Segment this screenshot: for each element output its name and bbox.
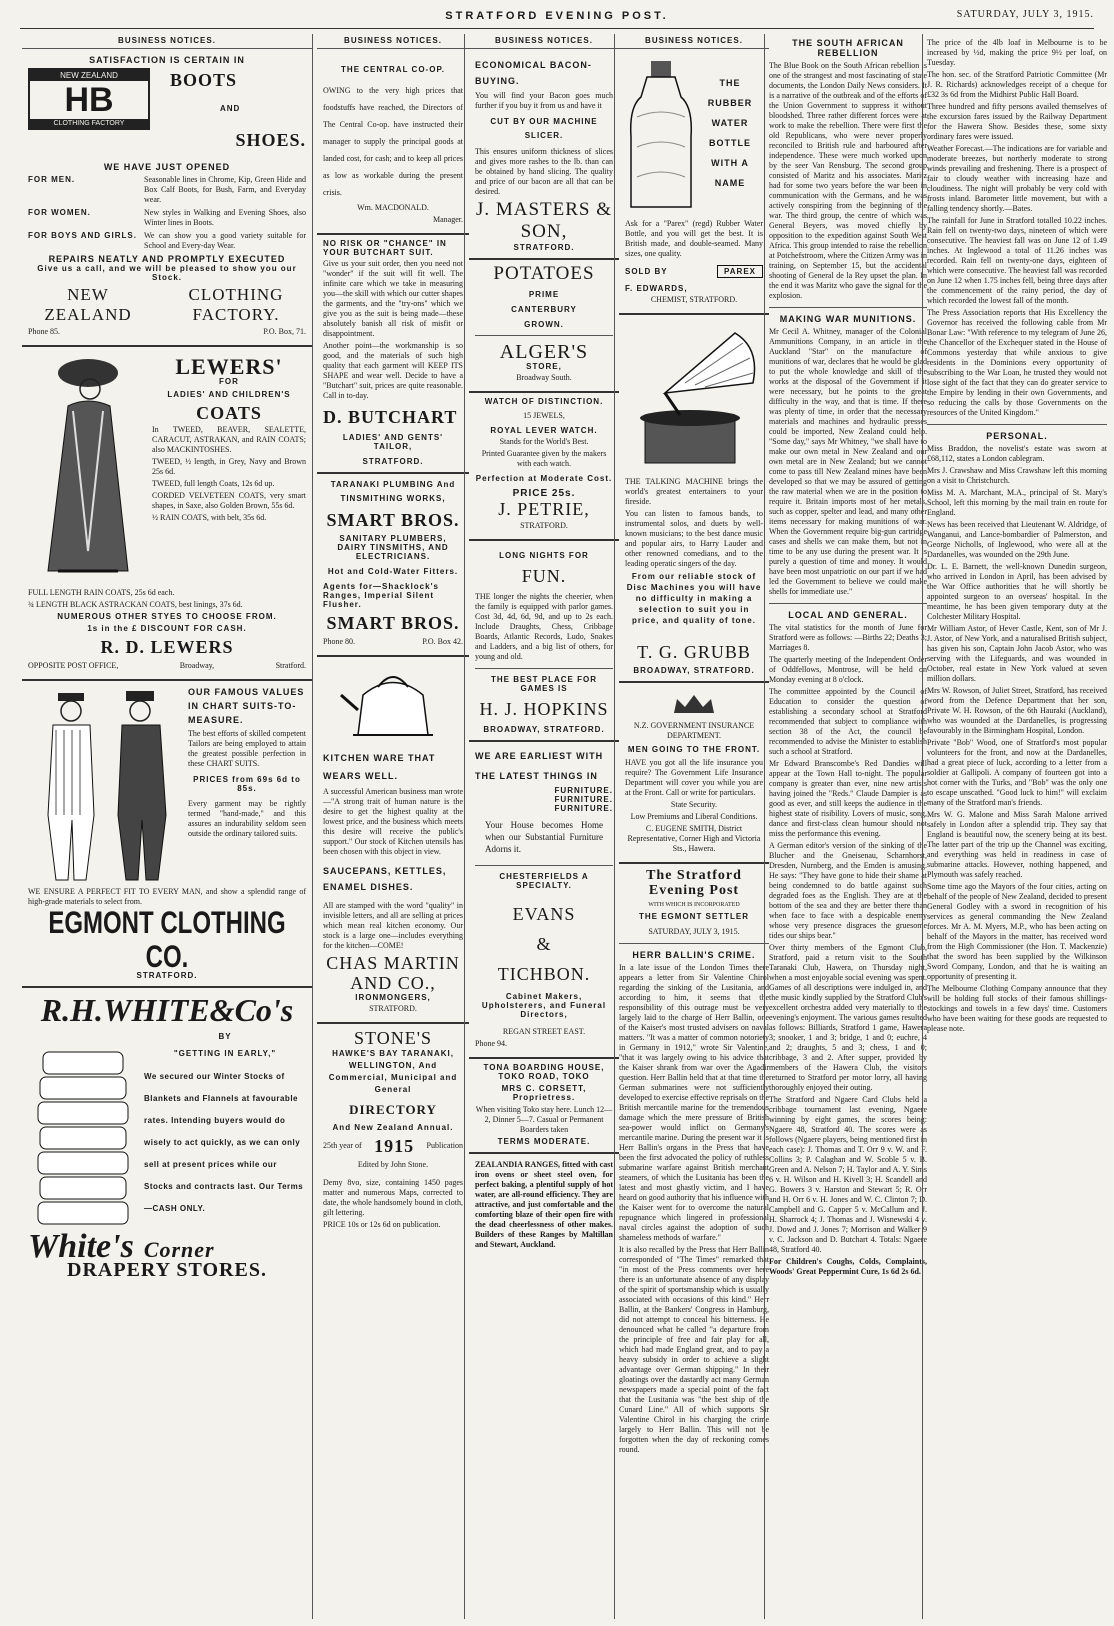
parex-brand-badge: PAREX	[717, 265, 763, 278]
white-body: We secured our Winter Stocks of Blankets and Flannels at favourable rates. Intending buyers would do wisely to act quickly, as we can only sell at present prices while our Stocks and contracts last. Our Terms—CASH ONLY.	[144, 1072, 304, 1213]
personal-para: News has been received that Lieutenant W. Aldridge, of Wanganui, and Lance-bombardier of Palmerston, and George Nicholls, of Inglewood, who were all at the Dardanelles, was wounded on the 29th June.	[927, 520, 1107, 559]
martin-name: CHAS MARTIN AND CO.,	[326, 953, 460, 993]
smart-head: TARANAKI PLUMBING And TINSMITHING WORKS,	[330, 480, 456, 503]
lewers-ad	[22, 347, 312, 681]
masters-p2: This ensures uniform thickness of slices and gives more rashes to the lb. than can be obtained by hand slicing. The quality and price of our bacon are all that can be desired.	[475, 147, 613, 196]
hb-row-text: Seasonable lines in Chrome, Kip, Green Hide and Box Calf Boots, for Bush, Farm, and Everyday wear.	[144, 175, 306, 204]
column-6	[922, 34, 1111, 1619]
lewers-line: ¾ LENGTH BLACK ASTRACKAN COATS, best linings, 37s 6d.	[28, 600, 243, 609]
rebellion-body: The Blue Book on the South African rebellion is one of the strangest and most fascinating of state documents, the London Daily News considers. It is a narrative of the outbreak and of the efforts of the Union Government to suppress it without bloodshed. Three rather different forces were at work to make the rebellion. There were first the old Republicans, who were never properly reconciled to British rule and harboured after independence. These were much worked upon by the seer Van Rensburg. The second group consisted of Maritz and his associates. Maritz had for some two years before the war been in communication with the Germans, and he was actively conspiring from the beginning of the war. The third group, the centre of which was General Beyers, was moved chiefly by opposition to the expedition against South West Africa. This group intended to raise the rebellion at Potchefstroom, where the Citizen Army was in training, on September 15, but the accidental shooting of General de la Rey upset the plan. In the end it was Maritz who gave the signal for the explosion.	[769, 61, 927, 300]
nameplate-settler: THE EGMONT SETTLER	[639, 912, 749, 921]
smart-sub: SANITARY PLUMBERS, DAIRY TINSMITHS, AND ELECTRICIANS.	[337, 534, 449, 561]
petrie-head: WATCH OF DISTINCTION.	[484, 397, 604, 406]
nameplate-title: The Stratford Evening Post	[646, 868, 742, 898]
martin-head: KITCHEN WARE THAT WEARS WELL.	[323, 753, 436, 781]
two-men-illustration	[28, 685, 188, 885]
alger-addr: Broadway South.	[516, 373, 572, 382]
govt-head: MEN GOING TO THE FRONT.	[627, 745, 761, 754]
hb-row	[28, 231, 306, 251]
rebellion-heading: THE SOUTH AFRICAN REBELLION	[792, 38, 904, 58]
evening-post-nameplate	[619, 864, 769, 944]
column-header: BUSINESS NOTICES.	[22, 34, 312, 49]
nz-clothing-factory-ad	[22, 53, 312, 347]
alger-ad	[469, 260, 619, 393]
personal-para: Mr William Astor, of Hever Castle, Kent, son of Mr J. J. Astor, of New York, and a naturalised British subject, has given his son, Captain John Jacob Astor, who was serving with the Lifeguards, and was wounded in October, real estate in New York valued at seven million dollars.	[927, 624, 1107, 683]
logo-top: NEW ZEALAND	[30, 70, 148, 81]
alger-store: STORE,	[526, 362, 562, 371]
parex-chem: CHEMIST, STRATFORD.	[650, 295, 738, 304]
lewers-title: LEWERS'	[175, 354, 283, 379]
white-early: "GETTING IN EARLY,"	[173, 1049, 277, 1058]
local-para: The Stratford and Ngaere Card Clubs held a cribbage tournament last evening, Ngaere winning by eight games, the scores being: Ngaere 48, Stratford 40. The scores were as follows (Ngaere players, being mentioned first in each case): J. Thomas and T. Orr 9 v. W. and F. Collins 3; P. Calaghan and W. Scoble 5 v. B. Green and A. Nelson 7; H. Taylor and A. Y. Sims 6 v. H. Wilson and H. Kivell 3; H. Scandell and G. Bowers 3 v. Harston and Stewart 5; R. Orr and H. Orr 6 v. H. Jones and W. C. Clinton 7; D. Campbell and G. Capper 5 v. McCallum and J. H. Sharrock 4; J. Thomas and J. Wisnewski 4 v. J. Dowd and J. Jones 7; Morrison and Walker 9 v. C. Jackson and D. Butchart 4. Totals: Ngaere 48, Stratford 40.	[769, 1095, 927, 1254]
factory-name-right: CLOTHING FACTORY.	[188, 285, 284, 324]
petrie-perf: Perfection at Moderate Cost.	[475, 474, 613, 483]
central-coop-ad	[317, 53, 469, 235]
local-para: Mr Edward Branscombe's Red Dandies will appear at the Town Hall to-night. The popular company is greater than ever, nine new artists having joined the "Reds." Claude Dampier is as good as ever, and still keeps the audience in the highest state of risibility. Lovers of music, song, dance and first-class clean humour should not miss the performance this evening.	[769, 759, 927, 838]
hopkins-body: THE longer the nights the cheerier, when the family is equipped with parlor games. Cost 3d, 4d, 6d, 9d, and up to 2s each. Include Draughts, Chess, Cribbage Boards, Atlantic Records, Ludo, Snakes and Ladders, and a big list of others, for young and old.	[475, 592, 613, 661]
egmont-town: STRATFORD.	[136, 971, 198, 980]
govt-sec: State Security.	[670, 800, 718, 809]
stones-year: 1915	[374, 1136, 415, 1156]
hb-row	[28, 175, 306, 205]
stones-name: STONE'S	[354, 1028, 432, 1048]
lewers-line: FULL LENGTH RAIN COATS, 25s 6d each.	[28, 588, 175, 597]
hopkins-addr: BROADWAY, STRATFORD.	[483, 725, 605, 734]
toko-prop: MRS C. CORSETT, Proprietress.	[501, 1084, 587, 1102]
lewers-line: In TWEED, BEAVER, SEALETTE, CARACUT, ASTRAKAN, and RAIN COATS; also MACKINTOSHES.	[152, 425, 306, 454]
personal-heading: PERSONAL.	[986, 431, 1048, 441]
grubb-name: T. G. GRUBB	[637, 642, 751, 662]
stones-directory-ad	[317, 1024, 469, 1238]
martin-sub: SAUCEPANS, KETTLES, ENAMEL DISHES.	[323, 866, 447, 892]
evans-sub: Cabinet Makers, Upholsterers, and Funeral Directors,	[481, 992, 607, 1019]
egmont-head: OUR FAMOUS VALUES IN CHART SUITS-TO-MEASURE.	[188, 687, 305, 725]
col6-para: The hon. sec. of the Stratford Patriotic Committee (Mr J. R. Richards) acknowledges receipt of a cheque for £32 3s 6d from the Midhirst Public Hall Board.	[927, 70, 1107, 99]
toko-boarding-ad	[469, 1059, 619, 1154]
stones-year-right: Publication	[426, 1141, 463, 1150]
martin-p1: A successful American business man wrote—"A strong trait of human nature is the desire to get the highest quality at the lowest price, and the business which meets this desire will receive the public's support." Our stock of Kitchen utensils has been chosen with this object in view.	[323, 787, 463, 856]
parex-sold: SOLD BY	[625, 267, 668, 276]
egmont-ensure: WE ENSURE A PERFECT FIT TO EVERY MAN, and show a splendid range of high-grade materials to select from.	[28, 887, 306, 906]
white-title: R.H.WHITE&Co's	[40, 992, 294, 1028]
evans-amp: &	[536, 934, 552, 954]
egmont-clothing-ad	[22, 681, 312, 988]
column-5	[764, 34, 931, 1619]
lewers-discount: 1s in the £ DISCOUNT FOR CASH.	[87, 624, 247, 633]
rh-white-ad	[22, 988, 312, 1286]
parex-seller: F. EDWARDS,	[625, 284, 688, 293]
lewers-line: TWEED, ½ length, in Grey, Navy and Brown 25s 6d.	[152, 457, 306, 476]
logo-bottom: CLOTHING FACTORY	[30, 119, 148, 128]
butchart-p1: Give us your suit order, then you need not "wonder" if the suit will fit well. The infinite care which we take in measuring you—the skill with which our cutter shapes the garments, and the "try-ons" which we give you as the suit is being made—these absolutely banish all risk of misfit or disappointment.	[323, 259, 463, 338]
repairs-line: REPAIRS NEATLY AND PROMPTLY EXECUTED	[48, 254, 286, 264]
smart-hot: Hot and Cold-Water Fitters.	[327, 567, 459, 576]
petrie-lever: ROYAL LEVER WATCH.	[490, 426, 598, 435]
local-para: Over thirty members of the Egmont Club, Stratford, paid a return visit to the South Taranaki Club, Hawera, on Thursday night, when a most enjoyable social evening was spent. Games of all descriptions were indulged in, and the music kindly supplied by the Stratford Club's excellent orchestra added very materially to the evening's enjoyment. The various games resulted as follows: Billiards, Stratford 1 game, Hawera 3; snooker, 1 and 3; bridge, 1 and 0; euchre, 4 and 2; draughts, 5 and 3; chess, 1 and 0; cribbage, 3 and 2. After supper, provided by members of the Hawera Club, the visitors returned to Stratford per motor lorry, all having thoroughly enjoyed their outing.	[769, 943, 927, 1092]
masters-head: ECONOMICAL BACON-BUYING.	[475, 60, 592, 86]
parex-ask: Ask for a "Parex" (regd) Rubber Water Bottle, and you will get the best. It is British made, and double-seamed. Many sizes, one quality.	[625, 219, 763, 258]
grubb-p2: You can listen to famous bands, to instrumental solos, and duets by well-known musicians; to the best dance music and popular airs, to Harry Lauder and other renowned comedians, and to the leading operatic singers of the day.	[625, 509, 763, 568]
coop-role: Manager.	[433, 215, 463, 224]
hb-row	[28, 208, 306, 228]
personal-para: Miss Braddon, the novelist's estate was sworn at £68,112, states a London cablegram.	[927, 444, 1107, 463]
smart-agents: Agents for—Shacklock's Ranges, Imperial Silent Flusher.	[323, 582, 439, 609]
stones-year-label: 25th year of	[323, 1141, 362, 1150]
ballin-heading: HERR BALLIN'S CRIME.	[632, 950, 756, 960]
nameplate-date: SATURDAY, JULY 3, 1915.	[648, 927, 740, 936]
crown-crest-icon	[669, 691, 719, 717]
martin-town: STRATFORD.	[369, 1004, 417, 1013]
alger-l1: PRIME	[528, 290, 560, 299]
word-shoes: SHOES.	[235, 130, 306, 150]
personal-para: Mrs W. Rowson, of Juliet Street, Stratford, has received word from the Defence Department that her son, Private W. H. Rowson, of the 6th Hauraki (Auckland), who was wounded at the Dardanelles, is progressing favourably in the Birmingham Hospital, London.	[927, 686, 1107, 735]
po-box: P.O. Box, 71.	[263, 327, 306, 336]
egmont-price: PRICES from 69s 6d to 85s.	[193, 775, 301, 793]
stones-l1: HAWKE'S BAY TARANAKI, WELLINGTON, And Commercial, Municipal and General	[328, 1049, 458, 1094]
petrie-stands: Stands for the World's Best.	[499, 437, 589, 446]
white-foot-2: Corner	[143, 1237, 215, 1262]
col6-para: Three hundred and fifty persons availed themselves of the excursion fares issued by the Railway Department for the Hawera Show. Besides these, some sixty ordinary fares were issued.	[927, 102, 1107, 141]
lewers-address: OPPOSITE POST OFFICE,	[28, 661, 119, 670]
butchart-name: D. BUTCHART	[323, 407, 458, 427]
lewers-coats: COATS	[196, 403, 262, 423]
hb-row-label: FOR WOMEN.	[28, 208, 91, 217]
hopkins-ad	[469, 541, 619, 742]
evans-p1: Your House becomes Home when our Substantial Furniture Adorns it.	[485, 820, 603, 854]
hopkins-fun: FUN.	[521, 566, 567, 586]
col6-para: The price of the 4lb loaf in Melbourne is to be increased by ½d, making the price 9½ per loaf, on Tuesday.	[927, 38, 1107, 67]
hopkins-best: THE BEST PLACE FOR GAMES IS	[490, 675, 597, 693]
white-foot-1: White's	[28, 1228, 134, 1265]
factory-name-left: NEW ZEALAND	[44, 285, 132, 324]
white-by: BY	[218, 1032, 232, 1041]
personal-para: Miss M. A. Marchant, M.A., principal of St. Mary's School, left this morning by the mail train en route for England.	[927, 488, 1107, 517]
hb-rows	[28, 175, 306, 251]
col6-para: The Press Association reports that His Excellency the Governor has received the following cable from Mr Bonar Law: "With reference to my telegram of June 26, the Chancellor of the Exchequer stated in the House of Commons yesterday that while anxious to give residents in the Dominions every opportunity of subscribing to the War Loan, he trusted they would not lose sight of the fact that they can do greater service to the Empire by lending in their own Governments, and so reducing the calls by those Governments on the resources of the United Kingdom."	[927, 308, 1107, 417]
petrie-ad	[469, 393, 619, 541]
local-para: The committee appointed by the Council of Education to consider the question of establishing a secondary school at Stratford recommended that subject to compliance with section 38 of the Act, the council be recommended to advise the Minister to establish such a school at Stratford.	[769, 687, 927, 756]
evans-furn: FURNITURE.	[554, 786, 613, 795]
grubb-addr: BROADWAY, STRATFORD.	[633, 666, 755, 675]
col6-para: Weather Forecast.—The indications are for variable and moderate breezes, but northerly moderate to strong winds prevailing and freshening. There is a prospect of fair to cloudy weather with increasing haze and cloudiness. The night will probably be very cold with frosts inland. Barometer little movement, but with a falling tendency shortly.—Bates.	[927, 144, 1107, 213]
column-header: BUSINESS NOTICES.	[619, 34, 769, 49]
headline-word: RUBBER	[707, 98, 753, 108]
masters-p1: You will find your Bacon goes much further if you buy it from us and have it	[475, 91, 613, 110]
call-line: Give us a call, and we will be pleased to show you our Stock.	[37, 264, 297, 282]
butchart-ad	[317, 235, 469, 474]
stones-editor: Edited by John Stone.	[357, 1160, 429, 1169]
toko-body: When visiting Toko stay here. Lunch 12—2, Dinner 5—7. Casual or Permanent Boarders taken	[475, 1105, 613, 1134]
munitions-heading: MAKING WAR MUNITIONS.	[779, 314, 917, 324]
lewers-sub: LADIES' AND CHILDREN'S	[167, 390, 291, 399]
petrie-guar: Printed Guarantee given by the makers with each watch.	[481, 449, 607, 468]
evans-name-2: TICHBON.	[497, 964, 591, 984]
nameplate-with: WITH WHICH IS INCORPORATED	[648, 902, 740, 908]
coat-woman-illustration	[28, 351, 148, 586]
munitions-body: Mr Cecil A. Whitney, manager of the Colonial Ammunitions Company, in an article in the Auckland "Star" on the manufacture of munitions of war, declares that he would be glad to put the whole knowledge and skill of the works at the disposal of the Government if it were necessary, but he points to the great difficulty in the way, and that is time. If there was plenty of time, in order that the necessary materials and machines and hydraulic presses could be imported, New Zealand could help. "Some day," says Mr Whitney, "we shall have to make our own metal in New Zealand and our own metal are in New Zealand; but we cannot come to pass till New Zealand mines have been developed so that we may be assured of getting the raw material when we are in the position to require it. Britain imports most of her metals, such as copper, spelter and lead, and many other items necessary for making munitions of war. When the Government require big-gun cartridge cases and shells we can make them, but not in time to be any use during the present war. It is purely a question of time and money. It would have been most unpatriotic on our part if we had led the Government to believe we could make shells for immediate use."	[769, 327, 927, 596]
govt-body: HAVE you got all the life insurance you require? The Government Life Insurance Department will cover you while you are at the Front. Call or write for particulars.	[625, 758, 763, 797]
smart-box: P.O. Box 42.	[422, 637, 463, 646]
local-foot: For Children's Coughs, Colds, Complaints, Woods' Great Peppermint Cure, 1s 6d 2s 6d.	[769, 1257, 927, 1276]
grubb-p3: From our reliable stock of Disc Machines you will have no difficulty in making a selection to suit you in price, and quality of tone.	[626, 572, 762, 625]
evans-furn: FURNITURE.	[554, 804, 613, 813]
lewers-for: FOR	[219, 377, 239, 386]
grubb-talk: THE TALKING MACHINE brings the world's greatest entertainers to your fireside.	[625, 477, 763, 506]
masthead	[20, 6, 1094, 29]
alger-l3: GROWN.	[524, 320, 564, 329]
lewers-street: Broadway,	[179, 661, 215, 670]
local-heading: LOCAL AND GENERAL.	[788, 610, 908, 620]
egmont-name: EGMONT CLOTHING CO.	[48, 905, 286, 975]
egmont-p2: Every garment may be rightly termed "hand-made," and this assures an indurability seldom seen outside the ordinary tailored suits.	[188, 799, 306, 838]
govt-insurance-ad	[619, 683, 769, 864]
grubb-gramophone-ad	[619, 315, 769, 683]
ballin-p2: It is also recalled by the Press that Herr Ballin corresponded of "The Times" remarked that "in most of the Press comments over here there is an unfortunate absence of any display of the spirit of sportsmanship which is usually associated with occasions of this kind." Herr Ballin, at the Bankers' Congress in Hamburg, did not attempt to conceal his bitterness. He denounced what he called "a departure from the principle of free and fair play for all, which had made England great, and to pay a heavy subsidy in order to achieve a slight advantage over German shipping." In their gloatings over the dastardly act many German newspapers made a special point of the fact that the Lusitania was "the best ship of the Cunard Line." All of which supports Sir Valentine Chirol in his charging the crime largely to Herr Ballin. This will not be forgotten when the day of reckoning comes round.	[619, 1245, 769, 1454]
alger-l2: CANTERBURY	[511, 305, 577, 314]
smart-name-2: SMART BROS.	[326, 613, 460, 633]
paper-name: STRATFORD EVENING POST.	[445, 10, 669, 22]
kettle-illustration	[333, 665, 453, 745]
ad-tagline: SATISFACTION IS CERTAIN IN	[89, 55, 245, 65]
word-and: AND	[220, 104, 241, 113]
evans-furn: FURNITURE.	[554, 795, 613, 804]
hb-row-label: FOR BOYS AND GIRLS.	[28, 231, 137, 240]
lewers-line: CORDED VELVETEEN COATS, very smart shapes, in Saxe, also Golden Brown, 55s 6d.	[152, 491, 306, 510]
hopkins-name: H. J. HOPKINS	[479, 699, 609, 719]
ballin-p1: In a late issue of the London Times there appears a letter from Sir Valentine Chirol regarding the sinking of the Lusitania, and according to him, it seems that the responsibility of this outrage must be very largely laid to the charge of Herr Ballin, one of the Kaiser's most trusted advisers on naval matters. "It was a matter of common notoriety in Germany in 1912," wrote Sir Valentine, "that it was largely owing to his advice that the Kaiser shrank from war over the Agadir question. Herr Ballin held that at that time the German submarines were not sufficiently developed to exercise effective reprisals on the British mercantile marine for the tremendous damage which the mere pressure of British sea-power would inflict on Germany's mercantile marine. During the present war it is Herr Ballin's organs in the Press that have been the first advocated the policy of ruthless submarine warfare against British merchant steamers, of which the Lusitania has been the latest and most ghastly victim, and I have heard on good authority that his influence with the Kaiser went for to overcome the natural repugnance which lingered in professional naval circles against the adoption of such shameless methods of warfare."	[619, 963, 770, 1242]
gramophone-illustration	[625, 323, 765, 473]
personal-para: Dr. L. E. Barnett, the well-known Dunedin surgeon, who arrived in London in April, has been advised by the War Office authorities that he will shortly be appointed surgeon to an overseas' hospital. In the meantime, he has been given temporary duty at the Colchester Military Hospital.	[927, 562, 1107, 621]
stones-annual: And New Zealand Annual.	[332, 1123, 454, 1132]
butchart-p2: Another point—the workmanship is so good, and the materials of such high quality that each garment will KEEP ITS SHAPE and wear well. Decide to have a "Butchart" suit, prices are quite reasonable. Call in to-day.	[323, 341, 463, 400]
stones-directory: DIRECTORY	[349, 1102, 437, 1117]
lewers-line: ½ RAIN COATS, with belt, 35s 6d.	[152, 513, 267, 522]
masters-cut: CUT BY OUR MACHINE SLICER.	[490, 117, 598, 140]
local-para: The vital statistics for the month of June for Stratford were as follows: —Births 22; Deaths 3; Marriages 8.	[769, 623, 927, 652]
lewers-town: Stratford.	[275, 661, 306, 670]
hb-logo	[28, 68, 150, 130]
evans-phone: Phone 94.	[475, 1039, 507, 1048]
masters-name: J. MASTERS & SON,	[475, 199, 613, 242]
zealandia-ranges-ad	[469, 1154, 619, 1258]
local-para: A German editor's version of the sinking of the Blucher and the Gneisenau, Scharnhorst, Dresden, Nurnberg, and the Emden is amusing. He says: "They have gone to hide their shame at being condemned to do battle against such degraded foes as the English. They are at the bottom of the sea and they are better there than when face to face with a despicable enemy whose very presence disgraces the gruesome tides our ships bear."	[769, 841, 927, 940]
hb-row-text: New styles in Walking and Evening Shoes, also Winter lines in Boots.	[144, 208, 306, 227]
water-bottle-illustration	[625, 57, 697, 217]
column-1	[22, 34, 312, 1619]
logo-letters: HB	[64, 81, 114, 119]
headline-word: NAME	[714, 178, 746, 188]
lewers-line: TWEED, full length Coats, 12s 6d up.	[152, 479, 275, 488]
column-header: BUSINESS NOTICES.	[317, 34, 469, 49]
column-4	[614, 34, 773, 1619]
column-3	[464, 34, 623, 1619]
masters-town: STRATFORD.	[513, 243, 575, 252]
personal-para: Mrs J. Crawshaw and Miss Crawshaw left this morning on a visit to Christchurch.	[927, 466, 1107, 485]
column-2	[312, 34, 473, 1619]
headline-word: WATER	[711, 118, 749, 128]
zealandia-text: ZEALANDIA RANGES, fitted with cast iron ovens or sheet steel oven, for perfect baking, a plentiful supply of hot water, are all-round efficiency. They are attractive, and just comfortable and the comforting blaze of their open fire with the dead cheerlessness of other makes. Builders of these Ranges by Maltillan and Stewart, Auckland.	[475, 1160, 613, 1249]
evans-name-1: EVANS	[512, 904, 576, 924]
word-boots: BOOTS	[170, 70, 238, 90]
evans-chest: CHESTERFIELDS A SPECIALTY.	[499, 872, 589, 890]
coop-body: OWING to the very high prices that foodstuffs have reached, the Directors of The Central Co-op. have instructed their manager to supply the principal goods at landed cost, for cash; and to keep all prices as low as workable during the present crisis.	[323, 86, 463, 197]
martin-p2: All are stamped with the word "quality" in invisible letters, and all are selling at prices which mean real kitchen economy. Our stock is a large one—includes everything for the kitchen—COME!	[323, 901, 463, 950]
parex-bottle-ad	[619, 53, 769, 315]
personal-para: The Melbourne Clothing Company announce that they will be holding full stocks of their famous shillings-stockings and towels in a few days' time. Customers who have been waiting for these goods are requested to please note.	[927, 984, 1107, 1033]
govt-agent: C. EUGENE SMITH, District Representative, Corner High and Victoria Sts., Hawera.	[627, 824, 761, 853]
parex-headline	[697, 73, 763, 193]
alger-name: ALGER'S	[499, 341, 589, 363]
hb-row-text: We can show you a good variety suitable for School and Every-day Wear.	[144, 231, 306, 250]
petrie-jewels: 15 JEWELS,	[523, 411, 565, 420]
butchart-sub: LADIES' AND GENTS' TAILOR,	[342, 433, 444, 451]
coop-sign: Wm. MACDONALD.	[357, 203, 429, 212]
evans-head: WE ARE EARLIEST WITH THE LATEST THINGS IN	[475, 751, 604, 781]
stones-price: PRICE 10s or 12s 6d on publication.	[323, 1220, 441, 1229]
opened-line: WE HAVE JUST OPENED	[103, 162, 231, 172]
egmont-p1: The best efforts of skilled competent Tailors are being employed to attain the greatest possible perfection in these CHART SUITS.	[188, 729, 306, 768]
personal-para: Mrs W. G. Malone and Miss Sarah Malone arrived safely in London after a splendid trip. They say that England is beautiful now, the scenery being at its best. The latter part of the trip up the Channel was exciting, and everything was held in readiness in case of submarine attacks. However, nothing happened, and Plymouth was safely reached.	[927, 810, 1107, 879]
petrie-name: J. PETRIE,	[498, 499, 590, 519]
petrie-town: STRATFORD.	[520, 521, 568, 530]
chas-martin-ad	[317, 657, 469, 1024]
blankets-illustration	[28, 1032, 138, 1232]
martin-sub-2: IRONMONGERS,	[355, 993, 431, 1002]
lewers-name: R. D. LEWERS	[100, 637, 234, 657]
evans-tichbon-ad	[469, 742, 619, 1059]
masthead-date: SATURDAY, JULY 3, 1915.	[956, 9, 1094, 20]
smart-phone: Phone 80.	[323, 637, 355, 646]
coop-head: THE CENTRAL CO-OP.	[341, 65, 445, 74]
smart-bros-ad	[317, 474, 469, 657]
local-para: The quarterly meeting of the Independent Order of Oddfellows, Montrose, will be held on Monday evening at 8 o'clock.	[769, 655, 927, 684]
toko-terms: TERMS MODERATE.	[497, 1137, 591, 1146]
headline-word: WITH A	[711, 158, 749, 168]
hb-row-label: FOR MEN.	[28, 175, 76, 184]
lewers-numerous: NUMEROUS OTHER STYES TO CHOOSE FROM.	[57, 612, 277, 621]
white-foot-3: DRAPERY STORES.	[67, 1259, 267, 1281]
toko-head: TONA BOARDING HOUSE, TOKO ROAD, TOKO	[483, 1063, 605, 1081]
col6-para: The rainfall for June in Stratford totalled 10.22 inches. Rain fell on twenty-two days, nineteen of which were consecutive. The heaviest fall was on June 12 of 1.49 inches. At Inglewood a total of 11.26 inches was recorded. Rain fell on twenty-one days, eighteen of which were consecutive. The heaviest fall was recorded on June 12 when 1.75 inches fell, being three days after the commencement of the rainy period, the day of which recorded the lowest fall of the month.	[927, 216, 1107, 305]
personal-para: Some time ago the Mayors of the four cities, acting on behalf of the people of New Zealand, decided to present General Godley with a sword in recognition of his services as general commanding the New Zealand forces. Mr A. M. Myers, M.P., who has been acting on behalf of the Mayors in the matter, has received word from the High Commissioner (the Hon. T. Mackenzie) that the sword has been supplied by the Wilkinson Sword Company, London, and that he is waiting an opportunity of presenting it.	[927, 882, 1107, 981]
petrie-price: PRICE 25s.	[512, 488, 576, 499]
smart-name: SMART BROS.	[326, 510, 460, 530]
column-header: BUSINESS NOTICES.	[469, 34, 619, 49]
butchart-town: STRATFORD.	[362, 457, 424, 466]
stones-body: Demy 8vo, size, containing 1450 pages matter and numerous Maps, corrected to date, the whole handsomely bound in cloth, gilt lettering.	[323, 1178, 463, 1217]
headline-word: BOTTLE	[709, 138, 751, 148]
phone: Phone 85.	[28, 327, 60, 336]
evans-addr: REGAN STREET EAST.	[502, 1027, 586, 1036]
masters-ad	[469, 53, 619, 260]
headline-word: THE	[719, 78, 741, 88]
govt-dept: N.Z. GOVERNMENT INSURANCE DEPARTMENT.	[633, 721, 755, 740]
personal-para: Private "Bob" Wood, one of Stratford's most popular volunteers for the front, and now at the Dardanelles, had a great piece of luck, according to a letter from a soldier at Gallipoli. A company of fourteen got into a hot corner with the Turks, and "Bob" was the only one to escape unscathed. "Good luck to him!" will exclaim many of the Stratford man's friends.	[927, 738, 1107, 807]
hopkins-head: LONG NIGHTS FOR	[499, 551, 589, 560]
govt-low: Low Premiums and Liberal Conditions.	[630, 812, 758, 821]
butchart-head: NO RISK OR "CHANCE" IN YOUR BUTCHART SUIT.	[323, 239, 447, 257]
alger-head: POTATOES	[493, 263, 595, 284]
